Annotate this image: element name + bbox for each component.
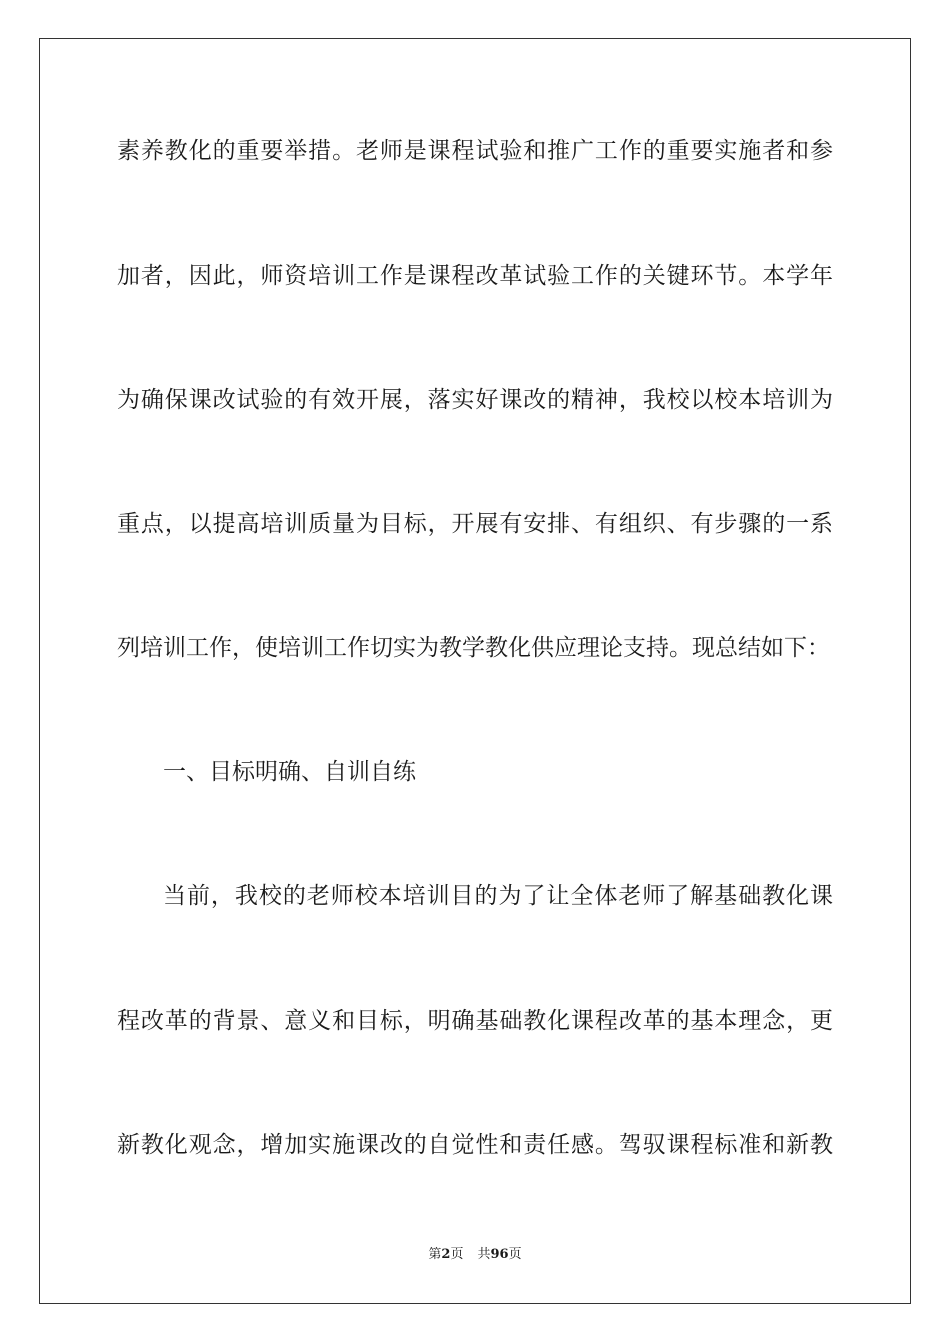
body-text-line: 加者，因此，师资培训工作是课程改革试验工作的关键环节。本学年 [117, 263, 833, 289]
page-footer [0, 1246, 950, 1264]
page-frame [39, 38, 911, 1304]
total-pages: 96 [490, 1247, 509, 1262]
total-suffix: 页 [508, 1247, 522, 1262]
body-text-line: 列培训工作，使培训工作切实为教学教化供应理论支持。现总结如下： [117, 635, 830, 661]
total-prefix: 共 [477, 1247, 491, 1262]
body-text-line: 素养教化的重要举措。老师是课程试验和推广工作的重要实施者和参 [117, 138, 833, 164]
page-number: 2 [441, 1247, 451, 1262]
body-text-line: 程改革的背景、意义和目标，明确基础教化课程改革的基本理念，更 [117, 1008, 833, 1034]
section-heading: 一、目标明确、自训自练 [163, 759, 416, 785]
page-suffix: 页 [450, 1247, 464, 1262]
body-text-line: 新教化观念，增加实施课改的自觉性和责任感。驾驭课程标准和新教 [117, 1132, 833, 1158]
body-text-line: 当前，我校的老师校本培训目的为了让全体老师了解基础教化课 [163, 883, 833, 909]
page-prefix: 第 [428, 1247, 442, 1262]
body-text-line: 重点，以提高培训质量为目标，开展有安排、有组织、有步骤的一系 [117, 511, 833, 537]
body-text-line: 为确保课改试验的有效开展，落实好课改的精神，我校以校本培训为 [117, 387, 833, 413]
